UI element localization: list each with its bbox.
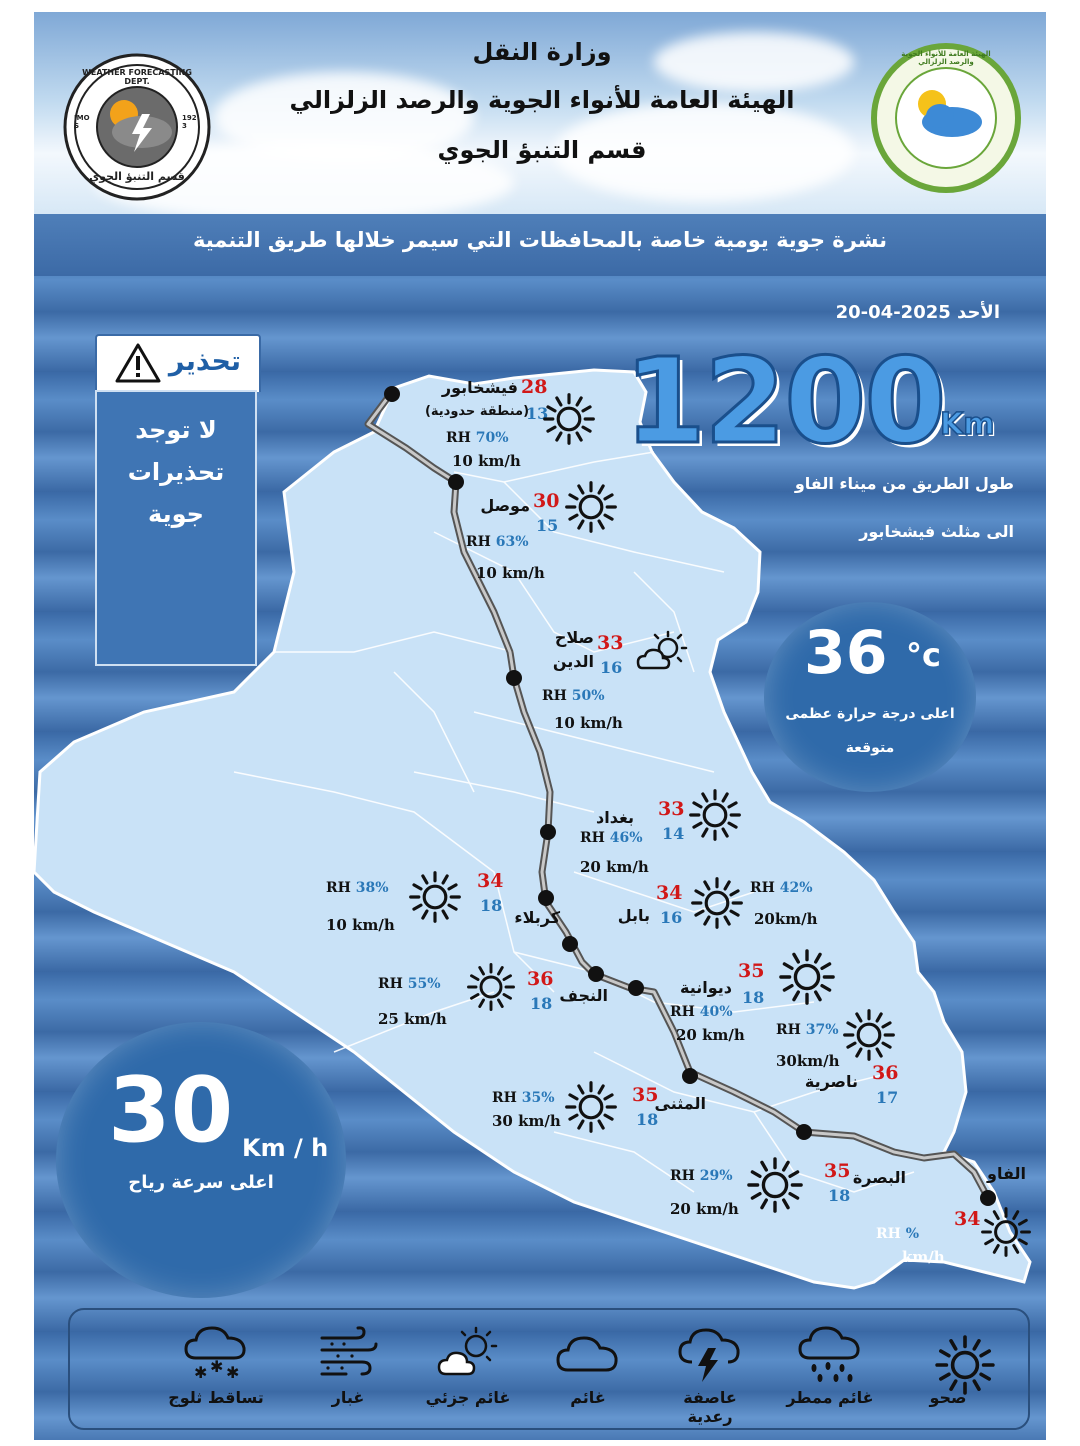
station-low-muthanna: 18 (636, 1110, 659, 1129)
station-name-diwaniya: ديوانية (680, 978, 732, 997)
station-wind-muthanna: 30 km/h (492, 1112, 561, 1130)
station-high-karbala: 34 (477, 870, 504, 892)
legend-label-snow: تساقط ثلوج (168, 1388, 264, 1407)
sun-icon (564, 1080, 618, 1138)
logo-left-text: IMOS (74, 114, 90, 130)
legend-label-thunderstorm: عاصفة رعدية (683, 1388, 737, 1426)
station-low-salahaldin: 16 (600, 658, 623, 677)
station-rh-karbala: RH 38% (326, 880, 389, 896)
ministry-title: وزارة النقل (472, 38, 612, 66)
weather-legend (68, 1308, 1030, 1430)
max-temp-circle (764, 602, 976, 792)
station-low-diwaniya: 18 (742, 988, 765, 1007)
sun-icon (542, 392, 596, 450)
station-high-mosul: 30 (533, 490, 560, 512)
warning-triangle-icon (115, 342, 161, 384)
legend-item-dust (298, 1310, 398, 1428)
station-low-babil: 16 (660, 908, 683, 927)
legend-label-dust: غبار (331, 1388, 365, 1407)
legend-label-cloudy: غائم (570, 1388, 606, 1407)
legend-item-partly-cloudy (418, 1310, 518, 1428)
station-low-baghdad: 14 (662, 824, 685, 843)
station-high-muthanna: 35 (632, 1084, 659, 1106)
station-wind-karbala: 10 km/h (326, 916, 395, 934)
station-rh-salahaldin: RH 50% (542, 688, 605, 704)
max-temp-label-line2: متوقعة (845, 740, 895, 756)
warning-line3: جوية (148, 500, 204, 528)
legend-label-rainy: غائم ممطر (786, 1388, 874, 1407)
station-wind-faw: km/h (902, 1248, 945, 1266)
station-low-fishkhabour: 13 (526, 404, 549, 423)
station-name-salahaldin: صلاح (554, 628, 594, 647)
station-note-fishkhabour: (منطقة حدودية) (424, 404, 530, 419)
partly-cloudy-icon (634, 628, 690, 680)
warning-title: تحذير (168, 346, 242, 377)
station-wind-baghdad: 20 km/h (580, 858, 649, 876)
station-name-mosul: موصل (480, 496, 530, 515)
station-low-karbala: 18 (480, 896, 503, 915)
sun-icon (688, 788, 742, 846)
svg-text:✱: ✱ (226, 1363, 240, 1382)
authority-title: الهيئة العامة للأنواء الجوية والرصد الزلزالي (289, 86, 795, 114)
station-name-faw: الفاو (987, 1164, 1026, 1183)
thunderstorm-icon (678, 1324, 742, 1384)
station-high-baghdad: 33 (658, 798, 685, 820)
warning-body (95, 390, 257, 666)
sun-icon (564, 480, 618, 538)
station-wind-mosul: 10 km/h (476, 564, 545, 582)
snow-cloud-icon (184, 1324, 248, 1384)
cloud-icon (556, 1324, 620, 1384)
stop-fishkhabour (384, 386, 400, 402)
stop-baghdad (540, 824, 556, 840)
max-wind-unit: Km / h (242, 1134, 329, 1162)
partly-cloudy-icon (436, 1324, 500, 1384)
sun-icon (980, 1206, 1032, 1262)
station-name-babil: بابل (617, 906, 650, 925)
distance-desc-line1: طول الطريق من ميناء الفاو (794, 474, 1014, 493)
distance-unit: Km (940, 407, 995, 442)
max-temp-label-line1: اعلى درجة حرارة عظمى (785, 706, 955, 722)
station-rh-basra: RH 29% (670, 1168, 733, 1184)
bulletin-subtitle: نشرة جوية يومية خاصة بالمحافظات التي سيمر خلالها طريق التنمية (192, 228, 888, 252)
station-wind-diwaniya: 20 km/h (676, 1026, 745, 1044)
station-low-najaf: 18 (530, 994, 553, 1013)
bulletin-frame (34, 12, 1046, 1440)
station-rh-babil: RH 42% (750, 880, 813, 896)
stop-babil (562, 936, 578, 952)
station-rh-nasiriya: RH 37% (776, 1022, 839, 1038)
stop-najaf (588, 966, 604, 982)
logo-right-text: 1923 (182, 114, 197, 130)
legend-label-partly-cloudy: غائم جزئي (425, 1388, 511, 1407)
stop-faw (980, 1190, 996, 1206)
station-name-karbala: كربلاء (514, 908, 560, 927)
legend-item-thunderstorm (660, 1310, 760, 1428)
sun-icon (690, 876, 744, 934)
dust-wind-icon (316, 1324, 380, 1384)
station-name-najaf: النجف (559, 986, 608, 1005)
station-wind-fishkhabour: 10 km/h (452, 452, 521, 470)
distance-value: 1200 (624, 332, 945, 470)
stop-basra (796, 1124, 812, 1140)
station-rh-diwaniya: RH 40% (670, 1004, 733, 1020)
station-wind-babil: 20km/h (754, 910, 818, 928)
warning-line2: تحذيرات (127, 458, 225, 486)
legend-label-clear: صحو (929, 1388, 967, 1407)
station-high-salahaldin: 33 (597, 632, 624, 654)
rain-cloud-icon (798, 1324, 862, 1384)
svg-text:✱: ✱ (210, 1357, 224, 1376)
warning-header (95, 334, 261, 392)
station-high-nasiriya: 36 (872, 1062, 899, 1084)
sun-icon (408, 870, 462, 928)
stop-salahaldin (506, 670, 522, 686)
sun-icon (466, 962, 516, 1016)
distance-desc-line2: الى مثلث فيشخابور (859, 522, 1014, 541)
sun-icon (746, 1156, 804, 1218)
svg-text:✱: ✱ (194, 1363, 208, 1382)
logo-bottom-text: قسم التنبؤ الجوي (89, 170, 185, 183)
warning-panel (95, 334, 257, 668)
station-wind-salahaldin: 10 km/h (554, 714, 623, 732)
station-wind-najaf: 25 km/h (378, 1010, 447, 1028)
station-rh-najaf: RH 55% (378, 976, 441, 992)
station-name2-salahaldin: الدين (552, 652, 594, 671)
station-high-fishkhabour: 28 (521, 376, 548, 398)
max-wind-value: 30 (108, 1058, 234, 1163)
station-rh-baghdad: RH 46% (580, 830, 643, 846)
max-wind-label: اعلى سرعة رياح (128, 1172, 274, 1193)
station-high-basra: 35 (824, 1160, 851, 1182)
bulletin-date: الأحد 2025-04-20 (835, 302, 1000, 323)
stop-diwaniya (628, 980, 644, 996)
station-rh-faw: RH % (876, 1226, 920, 1242)
stop-karbala (538, 890, 554, 906)
station-high-babil: 34 (656, 882, 683, 904)
station-rh-mosul: RH 63% (466, 534, 529, 550)
stop-mosul (448, 474, 464, 490)
station-high-faw: 34 (954, 1208, 981, 1230)
station-rh-fishkhabour: RH 70% (446, 430, 509, 446)
legend-item-clear (898, 1310, 998, 1428)
max-temp-value: 36 (804, 618, 888, 688)
station-wind-nasiriya: 30km/h (776, 1052, 840, 1070)
station-high-diwaniya: 35 (738, 960, 765, 982)
legend-item-cloudy (538, 1310, 638, 1428)
warning-line1: لا توجد (135, 416, 217, 444)
logo-ring-text: WEATHER FORECASTING DEPT. (82, 68, 192, 86)
station-low-mosul: 15 (536, 516, 559, 535)
sun-icon (842, 1008, 896, 1066)
station-name-nasiriya: ناصرية (804, 1072, 858, 1091)
legend-item-snow (166, 1310, 266, 1428)
station-name-basra: البصرة (852, 1168, 906, 1187)
sun-icon (778, 948, 836, 1010)
station-high-najaf: 36 (527, 968, 554, 990)
station-wind-basra: 20 km/h (670, 1200, 739, 1218)
station-low-nasiriya: 17 (876, 1088, 899, 1107)
station-name-fishkhabour: فيشخابور (441, 378, 518, 397)
max-wind-circle (56, 1022, 346, 1298)
station-rh-muthanna: RH 35% (492, 1090, 555, 1106)
authority-logo-ring-text: الهيئة العامة للأنواء الجوية والرصد الزلزالي (901, 50, 991, 66)
max-temp-unit: °c (906, 636, 941, 674)
department-title: قسم التنبؤ الجوي (437, 136, 647, 164)
legend-item-rainy (780, 1310, 880, 1428)
station-low-basra: 18 (828, 1186, 851, 1205)
stop-muthanna (682, 1068, 698, 1084)
station-name-baghdad: بغداد (596, 808, 634, 827)
station-name-muthanna: المثنى (654, 1094, 706, 1113)
